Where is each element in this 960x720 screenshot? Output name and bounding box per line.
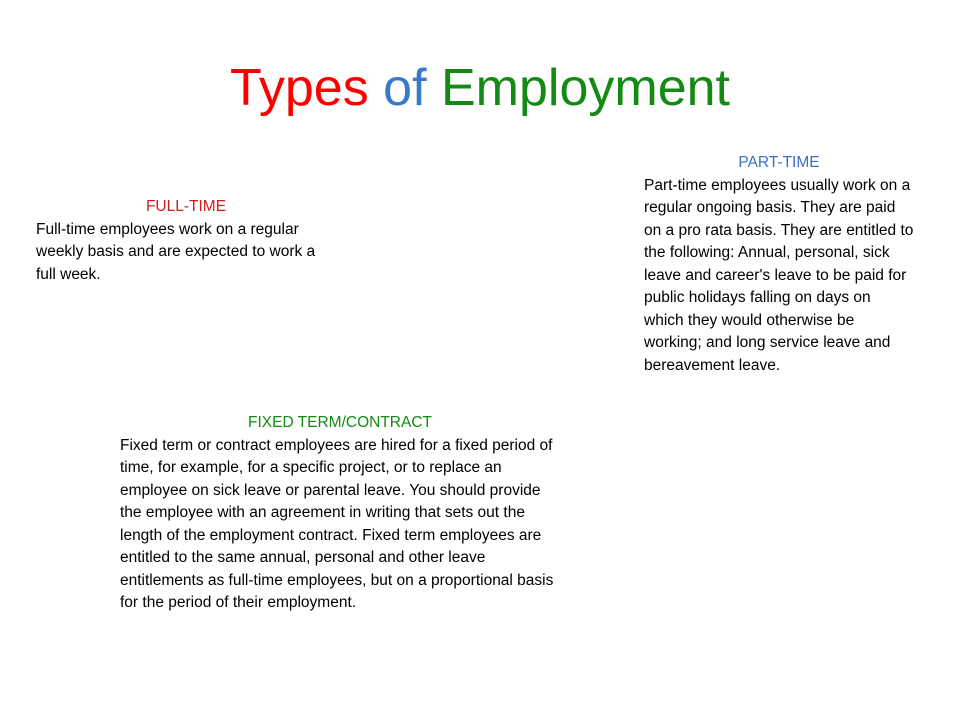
fixed-term-section bbox=[120, 412, 560, 615]
fixed-term-body: Fixed term or contract employees are hired for a fixed period of time, for example, for a specific project, or to replace an employee on sick leave or parental leave. You should provide the employee with an agreement in writing that sets out the length of the employment contract. Fixed term employees are entitled to the same annual, personal and other leave entitlements as full-time employees, but on a proportional basis for the period of their employment. bbox=[120, 436, 554, 611]
full-time-section bbox=[36, 196, 336, 286]
title-word-types: Types bbox=[229, 59, 369, 117]
fixed-term-heading: FIXED TERM/CONTRACT bbox=[248, 414, 432, 431]
title-word-of: of bbox=[383, 59, 427, 117]
slide-title bbox=[0, 52, 960, 124]
full-time-body: Full-time employees work on a regular weekly basis and are expected to work a full week. bbox=[36, 220, 316, 283]
full-time-heading: FULL-TIME bbox=[145, 198, 227, 215]
part-time-section bbox=[644, 152, 914, 377]
part-time-body: Part-time employees usually work on a regular ongoing basis. They are paid on a pro rata basis. They are entitled to the following: Annual, personal, sick leave and career's leave to be paid for public holidays falling on days on which they would otherwise be working; and long service leave and bereavement leave. bbox=[644, 176, 914, 374]
part-time-heading: PART-TIME bbox=[738, 154, 820, 171]
title-word-employment: Employment bbox=[441, 59, 730, 117]
